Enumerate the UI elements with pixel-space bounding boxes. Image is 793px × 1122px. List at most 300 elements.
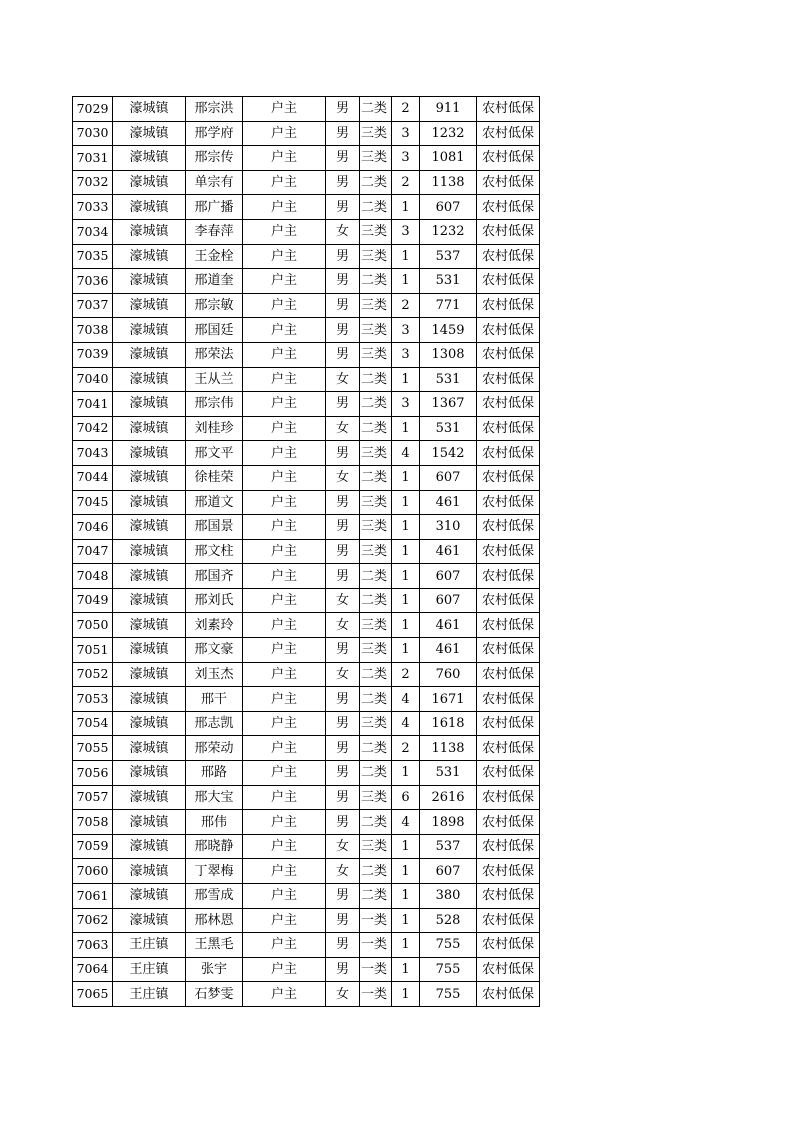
category-cell: 二类 [360, 195, 392, 220]
row-number-cell: 7043 [73, 441, 113, 466]
table-row [73, 293, 540, 318]
town-cell: 濠城镇 [113, 785, 186, 810]
aid-type-cell: 农村低保 [477, 269, 540, 294]
gender-cell: 男 [326, 293, 360, 318]
name-cell: 刘素玲 [186, 613, 243, 638]
row-number-cell: 7059 [73, 834, 113, 859]
relation-cell: 户主 [243, 785, 326, 810]
aid-type-cell: 农村低保 [477, 761, 540, 786]
relation-cell: 户主 [243, 736, 326, 761]
name-cell: 邢宗敏 [186, 293, 243, 318]
town-cell: 濠城镇 [113, 859, 186, 884]
name-cell: 丁翠梅 [186, 859, 243, 884]
name-cell: 石梦雯 [186, 982, 243, 1007]
town-cell: 濠城镇 [113, 515, 186, 540]
name-cell: 邢宗传 [186, 146, 243, 171]
category-cell: 三类 [360, 121, 392, 146]
name-cell: 邢文柱 [186, 539, 243, 564]
name-cell: 单宗有 [186, 170, 243, 195]
row-number-cell: 7046 [73, 515, 113, 540]
category-cell: 三类 [360, 834, 392, 859]
gender-cell: 男 [326, 908, 360, 933]
row-number-cell: 7037 [73, 293, 113, 318]
name-cell: 邢宗洪 [186, 97, 243, 122]
household-size-cell: 1 [392, 638, 420, 663]
amount-cell: 1367 [420, 392, 477, 417]
aid-type-cell: 农村低保 [477, 515, 540, 540]
relation-cell: 户主 [243, 859, 326, 884]
row-number-cell: 7041 [73, 392, 113, 417]
name-cell: 邢国景 [186, 515, 243, 540]
amount-cell: 531 [420, 269, 477, 294]
town-cell: 王庄镇 [113, 957, 186, 982]
amount-cell: 1898 [420, 810, 477, 835]
town-cell: 濠城镇 [113, 711, 186, 736]
row-number-cell: 7042 [73, 416, 113, 441]
relation-cell: 户主 [243, 908, 326, 933]
relation-cell: 户主 [243, 810, 326, 835]
town-cell: 濠城镇 [113, 195, 186, 220]
row-number-cell: 7065 [73, 982, 113, 1007]
row-number-cell: 7029 [73, 97, 113, 122]
relation-cell: 户主 [243, 146, 326, 171]
row-number-cell: 7058 [73, 810, 113, 835]
household-size-cell: 1 [392, 564, 420, 589]
amount-cell: 380 [420, 884, 477, 909]
household-size-cell: 1 [392, 834, 420, 859]
household-size-cell: 3 [392, 392, 420, 417]
row-number-cell: 7033 [73, 195, 113, 220]
category-cell: 二类 [360, 810, 392, 835]
category-cell: 一类 [360, 982, 392, 1007]
name-cell: 邢道文 [186, 490, 243, 515]
table-row [73, 367, 540, 392]
town-cell: 濠城镇 [113, 244, 186, 269]
category-cell: 三类 [360, 146, 392, 171]
household-size-cell: 1 [392, 613, 420, 638]
household-size-cell: 6 [392, 785, 420, 810]
gender-cell: 男 [326, 342, 360, 367]
aid-type-cell: 农村低保 [477, 662, 540, 687]
table-row [73, 318, 540, 343]
category-cell: 三类 [360, 785, 392, 810]
amount-cell: 607 [420, 564, 477, 589]
aid-type-cell: 农村低保 [477, 908, 540, 933]
amount-cell: 1542 [420, 441, 477, 466]
name-cell: 王黑毛 [186, 933, 243, 958]
gender-cell: 女 [326, 465, 360, 490]
gender-cell: 男 [326, 687, 360, 712]
aid-type-cell: 农村低保 [477, 219, 540, 244]
amount-cell: 461 [420, 539, 477, 564]
household-size-cell: 1 [392, 859, 420, 884]
table-row [73, 392, 540, 417]
category-cell: 三类 [360, 441, 392, 466]
category-cell: 三类 [360, 293, 392, 318]
town-cell: 濠城镇 [113, 416, 186, 441]
gender-cell: 男 [326, 146, 360, 171]
relation-cell: 户主 [243, 441, 326, 466]
name-cell: 邢大宝 [186, 785, 243, 810]
household-size-cell: 2 [392, 97, 420, 122]
table-row [73, 441, 540, 466]
table-row [73, 785, 540, 810]
gender-cell: 男 [326, 810, 360, 835]
aid-type-cell: 农村低保 [477, 588, 540, 613]
aid-type-cell: 农村低保 [477, 195, 540, 220]
amount-cell: 607 [420, 465, 477, 490]
row-number-cell: 7035 [73, 244, 113, 269]
name-cell: 邢伟 [186, 810, 243, 835]
relation-cell: 户主 [243, 539, 326, 564]
row-number-cell: 7064 [73, 957, 113, 982]
town-cell: 濠城镇 [113, 564, 186, 589]
category-cell: 三类 [360, 613, 392, 638]
relation-cell: 户主 [243, 515, 326, 540]
table-row [73, 957, 540, 982]
relation-cell: 户主 [243, 97, 326, 122]
category-cell: 二类 [360, 884, 392, 909]
row-number-cell: 7062 [73, 908, 113, 933]
household-size-cell: 2 [392, 170, 420, 195]
aid-type-cell: 农村低保 [477, 736, 540, 761]
name-cell: 王从兰 [186, 367, 243, 392]
relation-cell: 户主 [243, 219, 326, 244]
row-number-cell: 7060 [73, 859, 113, 884]
amount-cell: 461 [420, 638, 477, 663]
household-size-cell: 3 [392, 121, 420, 146]
relation-cell: 户主 [243, 392, 326, 417]
town-cell: 濠城镇 [113, 761, 186, 786]
table-row [73, 810, 540, 835]
household-size-cell: 2 [392, 736, 420, 761]
name-cell: 刘桂珍 [186, 416, 243, 441]
aid-type-cell: 农村低保 [477, 367, 540, 392]
relation-cell: 户主 [243, 982, 326, 1007]
town-cell: 濠城镇 [113, 736, 186, 761]
household-size-cell: 3 [392, 219, 420, 244]
category-cell: 三类 [360, 244, 392, 269]
relation-cell: 户主 [243, 465, 326, 490]
town-cell: 濠城镇 [113, 342, 186, 367]
table-row [73, 269, 540, 294]
relation-cell: 户主 [243, 244, 326, 269]
row-number-cell: 7047 [73, 539, 113, 564]
gender-cell: 男 [326, 244, 360, 269]
town-cell: 濠城镇 [113, 146, 186, 171]
gender-cell: 男 [326, 957, 360, 982]
household-size-cell: 1 [392, 982, 420, 1007]
gender-cell: 男 [326, 564, 360, 589]
category-cell: 二类 [360, 588, 392, 613]
aid-type-cell: 农村低保 [477, 416, 540, 441]
category-cell: 二类 [360, 687, 392, 712]
amount-cell: 760 [420, 662, 477, 687]
row-number-cell: 7048 [73, 564, 113, 589]
relation-cell: 户主 [243, 170, 326, 195]
relation-cell: 户主 [243, 195, 326, 220]
aid-type-cell: 农村低保 [477, 244, 540, 269]
row-number-cell: 7038 [73, 318, 113, 343]
name-cell: 徐桂荣 [186, 465, 243, 490]
aid-type-cell: 农村低保 [477, 957, 540, 982]
relation-cell: 户主 [243, 121, 326, 146]
relation-cell: 户主 [243, 662, 326, 687]
town-cell: 濠城镇 [113, 588, 186, 613]
relation-cell: 户主 [243, 416, 326, 441]
gender-cell: 男 [326, 884, 360, 909]
household-size-cell: 1 [392, 957, 420, 982]
aid-type-cell: 农村低保 [477, 146, 540, 171]
gender-cell: 女 [326, 588, 360, 613]
row-number-cell: 7055 [73, 736, 113, 761]
table-row [73, 121, 540, 146]
town-cell: 濠城镇 [113, 170, 186, 195]
category-cell: 二类 [360, 416, 392, 441]
table-row [73, 859, 540, 884]
category-cell: 三类 [360, 342, 392, 367]
row-number-cell: 7049 [73, 588, 113, 613]
gender-cell: 女 [326, 982, 360, 1007]
household-size-cell: 1 [392, 416, 420, 441]
aid-type-cell: 农村低保 [477, 392, 540, 417]
gender-cell: 女 [326, 219, 360, 244]
town-cell: 濠城镇 [113, 269, 186, 294]
amount-cell: 1138 [420, 170, 477, 195]
gender-cell: 女 [326, 613, 360, 638]
relation-cell: 户主 [243, 687, 326, 712]
row-number-cell: 7045 [73, 490, 113, 515]
table-row [73, 97, 540, 122]
row-number-cell: 7051 [73, 638, 113, 663]
table-row [73, 982, 540, 1007]
aid-type-cell: 农村低保 [477, 170, 540, 195]
amount-cell: 771 [420, 293, 477, 318]
table-row [73, 465, 540, 490]
household-size-cell: 1 [392, 269, 420, 294]
row-number-cell: 7044 [73, 465, 113, 490]
aid-type-cell: 农村低保 [477, 711, 540, 736]
aid-type-cell: 农村低保 [477, 342, 540, 367]
town-cell: 濠城镇 [113, 908, 186, 933]
relation-cell: 户主 [243, 367, 326, 392]
relation-cell: 户主 [243, 564, 326, 589]
row-number-cell: 7052 [73, 662, 113, 687]
household-size-cell: 4 [392, 441, 420, 466]
household-size-cell: 1 [392, 465, 420, 490]
gender-cell: 男 [326, 638, 360, 663]
relation-cell: 户主 [243, 490, 326, 515]
amount-cell: 1232 [420, 121, 477, 146]
category-cell: 二类 [360, 859, 392, 884]
name-cell: 邢志凯 [186, 711, 243, 736]
table-row [73, 170, 540, 195]
category-cell: 三类 [360, 219, 392, 244]
gender-cell: 男 [326, 97, 360, 122]
table-row [73, 884, 540, 909]
row-number-cell: 7056 [73, 761, 113, 786]
relation-cell: 户主 [243, 588, 326, 613]
household-size-cell: 1 [392, 908, 420, 933]
relation-cell: 户主 [243, 711, 326, 736]
aid-type-cell: 农村低保 [477, 933, 540, 958]
amount-cell: 537 [420, 244, 477, 269]
row-number-cell: 7061 [73, 884, 113, 909]
household-size-cell: 4 [392, 810, 420, 835]
table-body [73, 97, 540, 1007]
name-cell: 邢干 [186, 687, 243, 712]
household-size-cell: 1 [392, 195, 420, 220]
name-cell: 李春萍 [186, 219, 243, 244]
table-row [73, 219, 540, 244]
table-row [73, 146, 540, 171]
name-cell: 邢宗伟 [186, 392, 243, 417]
category-cell: 一类 [360, 908, 392, 933]
household-size-cell: 1 [392, 588, 420, 613]
town-cell: 濠城镇 [113, 834, 186, 859]
gender-cell: 男 [326, 121, 360, 146]
town-cell: 濠城镇 [113, 613, 186, 638]
category-cell: 二类 [360, 736, 392, 761]
household-size-cell: 1 [392, 244, 420, 269]
relation-cell: 户主 [243, 269, 326, 294]
gender-cell: 男 [326, 269, 360, 294]
household-size-cell: 1 [392, 490, 420, 515]
name-cell: 邢道奎 [186, 269, 243, 294]
name-cell: 邢晓静 [186, 834, 243, 859]
amount-cell: 911 [420, 97, 477, 122]
household-size-cell: 3 [392, 342, 420, 367]
row-number-cell: 7063 [73, 933, 113, 958]
gender-cell: 男 [326, 933, 360, 958]
relation-cell: 户主 [243, 761, 326, 786]
amount-cell: 607 [420, 195, 477, 220]
gender-cell: 男 [326, 490, 360, 515]
household-size-cell: 4 [392, 687, 420, 712]
data-table [72, 96, 540, 1007]
category-cell: 二类 [360, 97, 392, 122]
table-row [73, 908, 540, 933]
row-number-cell: 7034 [73, 219, 113, 244]
table-row [73, 416, 540, 441]
aid-type-cell: 农村低保 [477, 441, 540, 466]
category-cell: 二类 [360, 269, 392, 294]
amount-cell: 2616 [420, 785, 477, 810]
aid-type-cell: 农村低保 [477, 564, 540, 589]
relation-cell: 户主 [243, 834, 326, 859]
name-cell: 刘玉杰 [186, 662, 243, 687]
relation-cell: 户主 [243, 933, 326, 958]
town-cell: 濠城镇 [113, 662, 186, 687]
amount-cell: 461 [420, 490, 477, 515]
category-cell: 三类 [360, 490, 392, 515]
aid-type-cell: 农村低保 [477, 785, 540, 810]
household-size-cell: 3 [392, 318, 420, 343]
gender-cell: 男 [326, 392, 360, 417]
gender-cell: 男 [326, 441, 360, 466]
name-cell: 张宇 [186, 957, 243, 982]
relation-cell: 户主 [243, 293, 326, 318]
town-cell: 濠城镇 [113, 219, 186, 244]
amount-cell: 607 [420, 859, 477, 884]
aid-type-cell: 农村低保 [477, 465, 540, 490]
category-cell: 三类 [360, 711, 392, 736]
amount-cell: 1308 [420, 342, 477, 367]
town-cell: 濠城镇 [113, 97, 186, 122]
table-row [73, 662, 540, 687]
gender-cell: 女 [326, 367, 360, 392]
category-cell: 二类 [360, 564, 392, 589]
gender-cell: 男 [326, 195, 360, 220]
category-cell: 三类 [360, 539, 392, 564]
table-row [73, 564, 540, 589]
table-row [73, 638, 540, 663]
name-cell: 邢国廷 [186, 318, 243, 343]
row-number-cell: 7057 [73, 785, 113, 810]
household-size-cell: 1 [392, 933, 420, 958]
row-number-cell: 7054 [73, 711, 113, 736]
name-cell: 邢路 [186, 761, 243, 786]
table-row [73, 539, 540, 564]
household-size-cell: 1 [392, 761, 420, 786]
row-number-cell: 7050 [73, 613, 113, 638]
relation-cell: 户主 [243, 884, 326, 909]
town-cell: 濠城镇 [113, 293, 186, 318]
aid-type-cell: 农村低保 [477, 884, 540, 909]
aid-type-cell: 农村低保 [477, 490, 540, 515]
name-cell: 邢林恩 [186, 908, 243, 933]
relation-cell: 户主 [243, 638, 326, 663]
row-number-cell: 7032 [73, 170, 113, 195]
gender-cell: 男 [326, 736, 360, 761]
gender-cell: 女 [326, 662, 360, 687]
household-size-cell: 1 [392, 884, 420, 909]
town-cell: 濠城镇 [113, 121, 186, 146]
household-size-cell: 2 [392, 662, 420, 687]
table-row [73, 588, 540, 613]
name-cell: 邢刘氏 [186, 588, 243, 613]
category-cell: 二类 [360, 170, 392, 195]
amount-cell: 310 [420, 515, 477, 540]
table-row [73, 515, 540, 540]
aid-type-cell: 农村低保 [477, 982, 540, 1007]
amount-cell: 531 [420, 367, 477, 392]
amount-cell: 531 [420, 416, 477, 441]
amount-cell: 531 [420, 761, 477, 786]
amount-cell: 1671 [420, 687, 477, 712]
household-size-cell: 4 [392, 711, 420, 736]
aid-type-cell: 农村低保 [477, 613, 540, 638]
town-cell: 王庄镇 [113, 933, 186, 958]
row-number-cell: 7040 [73, 367, 113, 392]
amount-cell: 1081 [420, 146, 477, 171]
town-cell: 濠城镇 [113, 490, 186, 515]
town-cell: 王庄镇 [113, 982, 186, 1007]
table-row [73, 761, 540, 786]
town-cell: 濠城镇 [113, 465, 186, 490]
aid-type-cell: 农村低保 [477, 121, 540, 146]
aid-type-cell: 农村低保 [477, 539, 540, 564]
amount-cell: 1232 [420, 219, 477, 244]
row-number-cell: 7036 [73, 269, 113, 294]
household-size-cell: 3 [392, 146, 420, 171]
aid-type-cell: 农村低保 [477, 810, 540, 835]
category-cell: 二类 [360, 761, 392, 786]
aid-type-cell: 农村低保 [477, 638, 540, 663]
table-row [73, 687, 540, 712]
amount-cell: 1138 [420, 736, 477, 761]
table-row [73, 244, 540, 269]
